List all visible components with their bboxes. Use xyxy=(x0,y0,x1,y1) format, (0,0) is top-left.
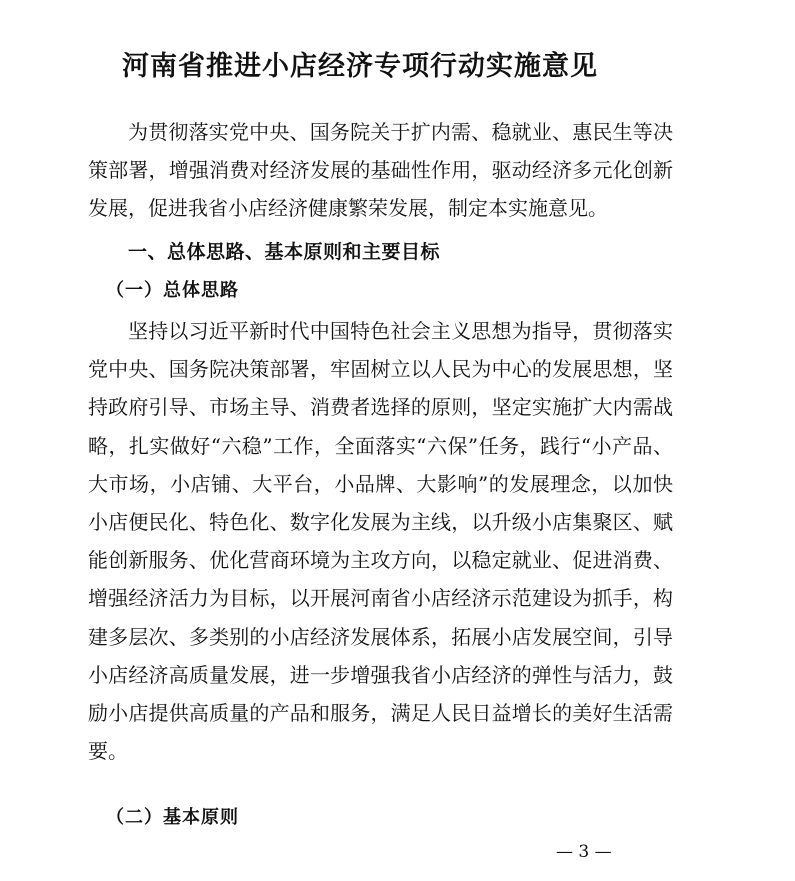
subsection-1-paragraph: 坚持以习近平新时代中国特色社会主义思想为指导，贯彻落实党中央、国务院决策部署，牢固树立以人民为中心的发展思想，坚持政府引导、市场主导、消费者选择的原则，坚定实施扩大内需战略，扎实做好“六稳”工作，全面落实“六保”任务，践行“小产品、大市场，小店铺、大平台，小品牌、大影响”的发展理念，以加快小店便民化、特色化、数字化发展为主线，以升级小店集聚区、赋能创新服务、优化营商环境为主攻方向，以稳定就业、促进消费、增强经济活力为目标，以开展河南省小店经济示范建设为抓手，构建多层次、多类别的小店经济发展体系，拓展小店发展空间，引导小店经济高质量发展，进一步增强我省小店经济的弹性与活力，鼓励小店提供高质量的产品和服务，满足人民日益增长的美好生活需要。 xyxy=(88,319,673,764)
document-title: 河南省推进小店经济专项行动实施意见 xyxy=(122,51,598,82)
subsection-heading-1: （一）总体思路 xyxy=(106,280,239,301)
subsection-heading-2: （二）基本原则 xyxy=(106,807,239,828)
page-number: — 3 — xyxy=(556,842,612,862)
intro-paragraph: 为贯彻落实党中央、国务院关于扩内需、稳就业、惠民生等决策部署，增强消费对经济发展的基础性作用，驱动经济多元化创新发展，促进我省小店经济健康繁荣发展，制定本实施意见。 xyxy=(88,120,673,221)
section-heading-1: 一、总体思路、基本原则和主要目标 xyxy=(128,241,441,263)
